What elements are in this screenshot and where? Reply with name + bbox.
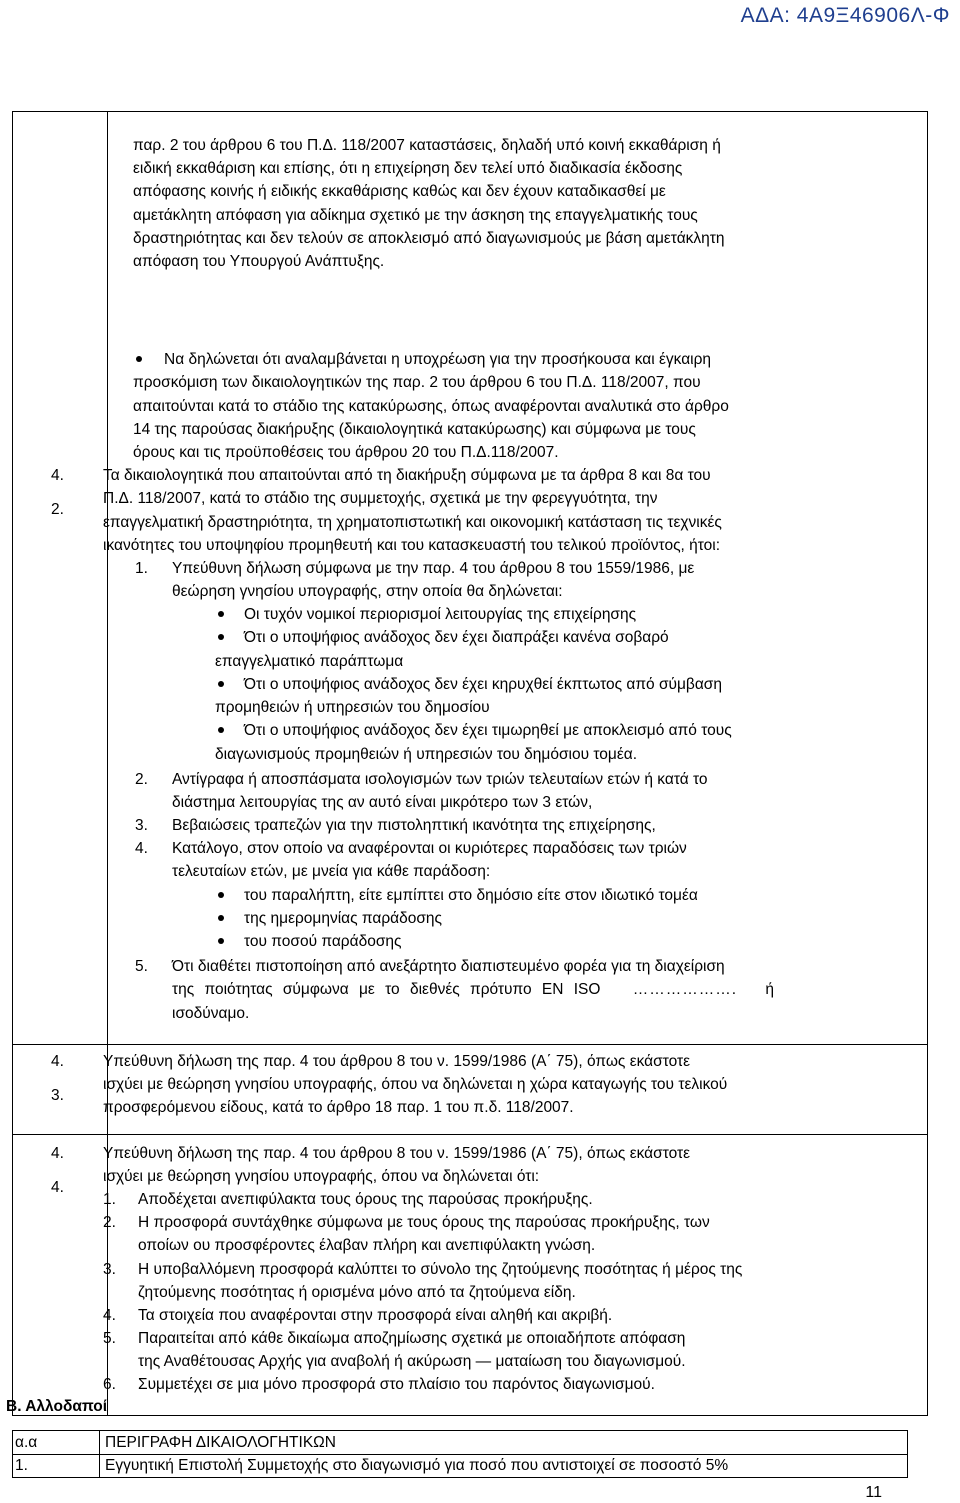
text-line: Τα δικαιολογητικά που απαιτούνται από τη διακήρυξη σύμφωνα με τα άρθρα 8 και 8α του bbox=[103, 467, 711, 484]
text-line: Κατάλογο, στον οποίο να αναφέρονται οι κυριότερες παραδόσεις των τριών bbox=[172, 840, 687, 857]
section-subnumber: 4. bbox=[51, 1179, 64, 1196]
list-number: 3. bbox=[103, 1261, 116, 1278]
text-segment: ή bbox=[765, 981, 775, 998]
text-line: Οι τυχόν νομικοί περιορισμοί λειτουργίας της επιχείρησης bbox=[244, 606, 637, 623]
text-line: Ότι διαθέτει πιστοποίηση από ανεξάρτητο διαπιστευμένο φορέα για τη διαχείριση bbox=[172, 958, 725, 975]
text-line: Η προσφορά συντάχθηκε σύμφωνα με τους όρους της παρούσας προκήρυξης, των bbox=[138, 1214, 710, 1231]
list-number: 2. bbox=[103, 1214, 116, 1231]
text-line: προσφερόμενου είδους, κατά το άρθρο 18 παρ. 1 του π.δ. 118/2007. bbox=[103, 1099, 574, 1116]
foreign-bidders-heading: Β. Αλλοδαποί bbox=[6, 1398, 108, 1415]
table-cell: Εγγυητική Επιστολή Συμμετοχής στο διαγωνισμό για ποσό που αντιστοιχεί σε ποσοστό 5% bbox=[105, 1457, 729, 1474]
text-line: ισχύει με θεώρηση γνησίου υπογραφής, όπου να δηλώνεται η χώρα καταγωγής του τελικού bbox=[103, 1076, 728, 1093]
text-line: ειδική εκκαθάριση και επίσης, ότι η επιχείρηση δεν τελεί υπό διαδικασία έκδοσης bbox=[133, 160, 683, 177]
list-number: 4. bbox=[103, 1307, 116, 1324]
text-line: Υπεύθυνη δήλωση σύμφωνα με την παρ. 4 του άρθρου 8 του 1559/1986, με bbox=[172, 560, 695, 577]
bullet-icon bbox=[218, 938, 224, 944]
bullet-icon bbox=[218, 634, 224, 640]
text-line: τελευταίων ετών, με μνεία για κάθε παράδοση: bbox=[172, 863, 491, 880]
list-number: 4. bbox=[135, 840, 148, 857]
bullet-icon bbox=[218, 611, 224, 617]
list-number: 6. bbox=[103, 1376, 116, 1393]
text-line: Συμμετέχει σε μια μόνο προσφορά στο πλαίσιο του παρόντος διαγωνισμού. bbox=[138, 1376, 655, 1393]
text-line: όρους και τις προϋποθέσεις του άρθρου 20 του Π.Δ.118/2007. bbox=[133, 444, 559, 461]
row-divider bbox=[12, 1044, 928, 1045]
bullet-icon bbox=[136, 356, 142, 362]
text-line: Ότι ο υποψήφιος ανάδοχος δεν έχει κηρυχθεί έκπτωτος από σύμβαση bbox=[244, 676, 722, 693]
ada-code: ΑΔΑ: 4Α9Ξ46906Λ-Φ bbox=[740, 4, 950, 27]
list-number: 1. bbox=[135, 560, 148, 577]
text-line: ισχύει με θεώρηση γνησίου υπογραφής, όπου να δηλώνεται ότι: bbox=[103, 1168, 540, 1185]
documents-table bbox=[12, 1430, 908, 1478]
text-line: απόφαση του Υπουργού Ανάπτυξης. bbox=[133, 253, 385, 270]
text-line: Η υποβαλλόμενη προσφορά καλύπτει το σύνολο της ζητούμενης ποσότητας ή μέρος της bbox=[138, 1261, 743, 1278]
text-line: ισοδύναμο. bbox=[172, 1005, 250, 1022]
text-line: Παραιτείται από κάθε δικαίωμα αποζημίωσης σχετικά με οποιαδήποτε απόφαση bbox=[138, 1330, 686, 1347]
section-subnumber: 2. bbox=[51, 501, 64, 518]
text-line: της ημερομηνίας παράδοσης bbox=[244, 910, 443, 927]
text-line: θεώρηση γνησίου υπογραφής, στην οποία θα δηλώνεται: bbox=[172, 583, 563, 600]
text-line: ζητούμενης ποσότητας ή ορισμένα μόνο από τα ζητούμενα είδη. bbox=[138, 1284, 576, 1301]
section-number: 4. bbox=[51, 1145, 64, 1162]
text-line: απόφασης κοινής ή ειδικής εκκαθάρισης καθώς και δεν έχουν καταδικασθεί με bbox=[133, 183, 666, 200]
text-line: της Αναθέτουσας Αρχής για αναβολή ή ακύρωση — ματαίωση του διαγωνισμού. bbox=[138, 1353, 686, 1370]
text-line: 14 της παρούσας διακήρυξης (δικαιολογητικά κατακύρωσης) και σύμφωνα με τους bbox=[133, 421, 696, 438]
text-line: Αντίγραφα ή αποσπάσματα ισολογισμών των τριών τελευταίων ετών ή κατά το bbox=[172, 771, 708, 788]
bullet-icon bbox=[218, 915, 224, 921]
text-segment: της ποιότητας σύμφωνα με το διεθνές πρότυπο EN ISO bbox=[172, 981, 601, 998]
text-line bbox=[172, 978, 906, 1001]
bullet-icon bbox=[218, 727, 224, 733]
text-line: ικανότητες του υποψηφίου προμηθευτή και του κατασκευαστή του τελικού προϊόντος, ήτοι: bbox=[103, 537, 721, 554]
bullet-icon bbox=[218, 681, 224, 687]
text-line: Βεβαιώσεις τραπεζών για την πιστοληπτική ικανότητα της επιχείρησης, bbox=[172, 817, 656, 834]
text-line: Να δηλώνεται ότι αναλαμβάνεται η υποχρέωση για την προσήκουσα και έγκαιρη bbox=[164, 351, 712, 368]
list-number: 2. bbox=[135, 771, 148, 788]
list-number: 3. bbox=[135, 817, 148, 834]
blank-dots: ………………. bbox=[632, 981, 738, 998]
text-line: αμετάκλητη απόφαση για αδίκημα σχετικό με την άσκηση της επαγγελματικής τους bbox=[133, 207, 698, 224]
list-number: 5. bbox=[103, 1330, 116, 1347]
text-line: Αποδέχεται ανεπιφύλακτα τους όρους της παρούσας προκήρυξης. bbox=[138, 1191, 593, 1208]
text-line: επαγγελματικό παράπτωμα bbox=[215, 653, 404, 670]
text-line: προμηθειών ή υπηρεσιών του δημοσίου bbox=[215, 699, 490, 716]
text-line: οποίων ου προσφέροντες έλαβαν πλήρη και ανεπιφύλακτη γνώση. bbox=[138, 1237, 596, 1254]
text-line: απαιτούνται κατά το στάδιο της κατακύρωσης, όπως αναφέρονται αναλυτικά στο άρθρο bbox=[133, 398, 729, 415]
text-line: του ποσού παράδοσης bbox=[244, 933, 402, 950]
text-line: Π.Δ. 118/2007, κατά το στάδιο της συμμετοχής, σχετικά με την φερεγγυότητα, την bbox=[103, 490, 658, 507]
text-line: διαγωνισμούς προμηθειών ή υπηρεσιών του δημόσιου τομέα. bbox=[215, 746, 638, 763]
list-number: 1. bbox=[103, 1191, 116, 1208]
table-cell: 1. bbox=[15, 1457, 28, 1474]
section-number: 4. bbox=[51, 467, 64, 484]
text-line: Ότι ο υποψήφιος ανάδοχος δεν έχει τιμωρηθεί με αποκλεισμό από τους bbox=[244, 722, 732, 739]
list-number: 5. bbox=[135, 958, 148, 975]
text-line: του παραλήπτη, είτε εμπίπτει στο δημόσιο είτε στον ιδιωτικό τομέα bbox=[244, 887, 698, 904]
section-number: 4. bbox=[51, 1053, 64, 1070]
section-subnumber: 3. bbox=[51, 1087, 64, 1104]
bullet-icon bbox=[218, 892, 224, 898]
text-line: Υπεύθυνη δήλωση της παρ. 4 του άρθρου 8 του ν. 1599/1986 (Α΄ 75), όπως εκάστοτε bbox=[103, 1145, 691, 1162]
text-line: προσκόμιση των δικαιολογητικών της παρ. 2 του άρθρου 6 του Π.Δ. 118/2007, που bbox=[133, 374, 701, 391]
text-line: δραστηριότητας και δεν τελούν σε αποκλεισμό από διαγωνισμούς με βάση αμετάκλητη bbox=[133, 230, 725, 247]
text-line: Ότι ο υποψήφιος ανάδοχος δεν έχει διαπράξει κανένα σοβαρό bbox=[244, 629, 669, 646]
text-line: παρ. 2 του άρθρου 6 του Π.Δ. 118/2007 καταστάσεις, δηλαδή υπό κοινή εκκαθάριση ή bbox=[133, 137, 721, 154]
table-header-cell: ΠΕΡΙΓΡΑΦΗ ΔΙΚΑΙΟΛΟΓΗΤΙΚΩΝ bbox=[105, 1434, 336, 1451]
text-line: Υπεύθυνη δήλωση της παρ. 4 του άρθρου 8 του ν. 1599/1986 (Α΄ 75), όπως εκάστοτε bbox=[103, 1053, 691, 1070]
row-divider bbox=[12, 1134, 928, 1135]
table-header-cell: α.α bbox=[15, 1434, 38, 1451]
text-line: επαγγελματική δραστηριότητα, τη χρηματοπιστωτική και οικονομική κατάσταση τις τεχνικές bbox=[103, 514, 722, 531]
page-number: 11 bbox=[865, 1484, 882, 1501]
text-line: Τα στοιχεία που αναφέρονται στην προσφορά είναι αληθή και ακριβή. bbox=[138, 1307, 613, 1324]
text-line: διάστημα λειτουργίας της αν αυτό είναι μικρότερο των 3 ετών, bbox=[172, 794, 593, 811]
